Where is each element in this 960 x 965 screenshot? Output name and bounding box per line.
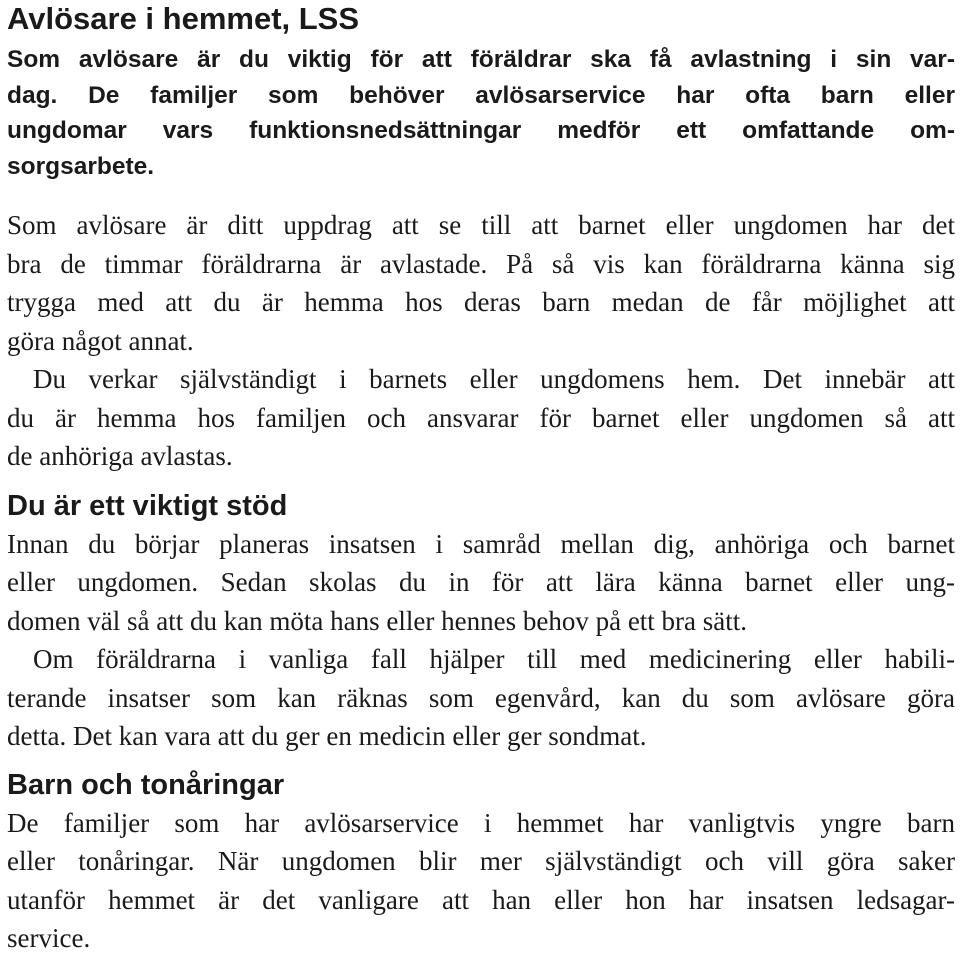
intro-line: dag. De familjer som behöver avlösarservice har ofta barn eller xyxy=(7,81,955,109)
body-paragraph xyxy=(7,360,955,476)
intro-paragraph xyxy=(7,42,955,184)
body-line: bra de timmar föräldrarna är avlastade. På så vis kan föräldrarna känna sig xyxy=(7,248,955,279)
body-paragraph xyxy=(7,525,955,641)
section-heading: Barn och tonåringar xyxy=(7,768,285,801)
body-line: göra något annat. xyxy=(7,325,194,356)
body-line: du är hemma hos familjen och ansvarar för barnet eller ungdomen så att xyxy=(7,402,955,433)
body-line: Du verkar självständigt i barnets eller ungdomens hem. Det innebär att xyxy=(33,364,955,394)
body-line: trygga med att du är hemma hos deras barn medan de får möjlighet att xyxy=(7,287,955,317)
intro-line: Som avlösare är du viktig för att föräldrar ska få avlastning i sin var- xyxy=(7,46,955,73)
body-line: De familjer som har avlösarservice i hemmet har vanligtvis yngre barn xyxy=(7,807,955,838)
body-line: de anhöriga avlastas. xyxy=(7,441,233,471)
body-line: terande insatser som kan räknas som egenvård, kan du som avlösare göra xyxy=(7,682,955,713)
intro-line: ungdomar vars funktionsnedsättningar medför ett omfattande om- xyxy=(7,117,955,144)
body-line: eller ungdomen. Sedan skolas du in för att lära känna barnet eller ung- xyxy=(7,567,955,597)
body-paragraph xyxy=(7,206,955,360)
body-line: utanför hemmet är det vanligare att han eller hon har insatsen ledsagar- xyxy=(7,884,955,915)
body-line: eller tonåringar. När ungdomen blir mer självständigt och vill göra saker xyxy=(7,846,955,876)
body-line: Innan du börjar planeras insatsen i samråd mellan dig, anhöriga och barnet xyxy=(7,528,955,559)
body-line: domen väl så att du kan möta hans eller hennes behov på ett bra sätt. xyxy=(7,605,748,636)
page-title: Avlösare i hemmet, LSS xyxy=(7,1,360,36)
document-page xyxy=(7,0,955,958)
intro-line: sorgsarbete. xyxy=(7,152,155,180)
body-line: detta. Det kan vara att du ger en medicin eller ger sondmat. xyxy=(7,721,647,751)
body-line: service. xyxy=(7,923,91,953)
body-paragraph xyxy=(7,804,955,958)
body-line: Om föräldrarna i vanliga fall hjälper till med medicinering eller habili- xyxy=(33,644,955,674)
section-heading: Du är ett viktigt stöd xyxy=(7,489,288,522)
body-line: Som avlösare är ditt uppdrag att se till att barnet eller ungdomen har det xyxy=(7,210,955,240)
body-paragraph xyxy=(7,640,955,756)
